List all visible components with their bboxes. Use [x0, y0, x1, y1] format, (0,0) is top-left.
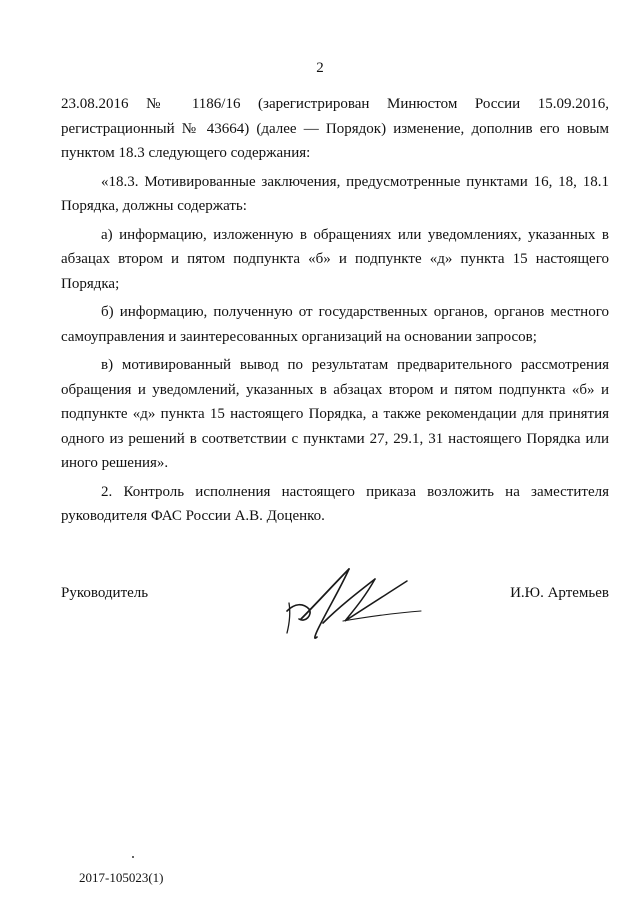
document-body	[61, 92, 609, 533]
page-number: 2	[316, 60, 324, 76]
document-code: 2017-105023(1)	[79, 870, 164, 885]
signature-block	[61, 583, 609, 663]
paragraph-item-a: а) информацию, изложенную в обращениях или уведомлениях, указанных в абзацах втором и пятом подпункта «б» и подпункте «д» пункта 15 настоящего Порядка;	[61, 226, 609, 292]
handwritten-signature	[283, 563, 423, 653]
paragraph-item-v: в) мотивированный вывод по результатам предварительного рассмотрения обращения и уведомлений, указанных в абзацах втором и пятом подпункта «б» и подпункте «д» пункта 15 настоящего Порядка, а также рекомендации для принятия одного из решений в соответствии с пунктами 27, 29.1, 31 настоящего Порядка или иного решения».	[61, 357, 609, 471]
paragraph-control: 2. Контроль исполнения настоящего приказа возложить на заместителя руководителя ФАС России А.В. Доценко.	[61, 483, 609, 524]
signatory-name: И.Ю. Артемьев	[510, 585, 609, 601]
scan-speck	[132, 856, 134, 858]
paragraph-intro: 23.08.2016 № 1186/16 (зарегистрирован Минюстом России 15.09.2016, регистрационный № 43664) (далее — Порядок) изменение, дополнив его новым пунктом 18.3 следующего содержания:	[61, 96, 609, 161]
paragraph-18-3: «18.3. Мотивированные заключения, предусмотренные пунктами 16, 18, 18.1 Порядка, должны содержать:	[61, 173, 609, 214]
paragraph-item-b: б) информацию, полученную от государственных органов, органов местного самоуправления и заинтересованных организаций на основании запросов;	[61, 304, 609, 345]
signatory-title: Руководитель	[61, 585, 149, 601]
